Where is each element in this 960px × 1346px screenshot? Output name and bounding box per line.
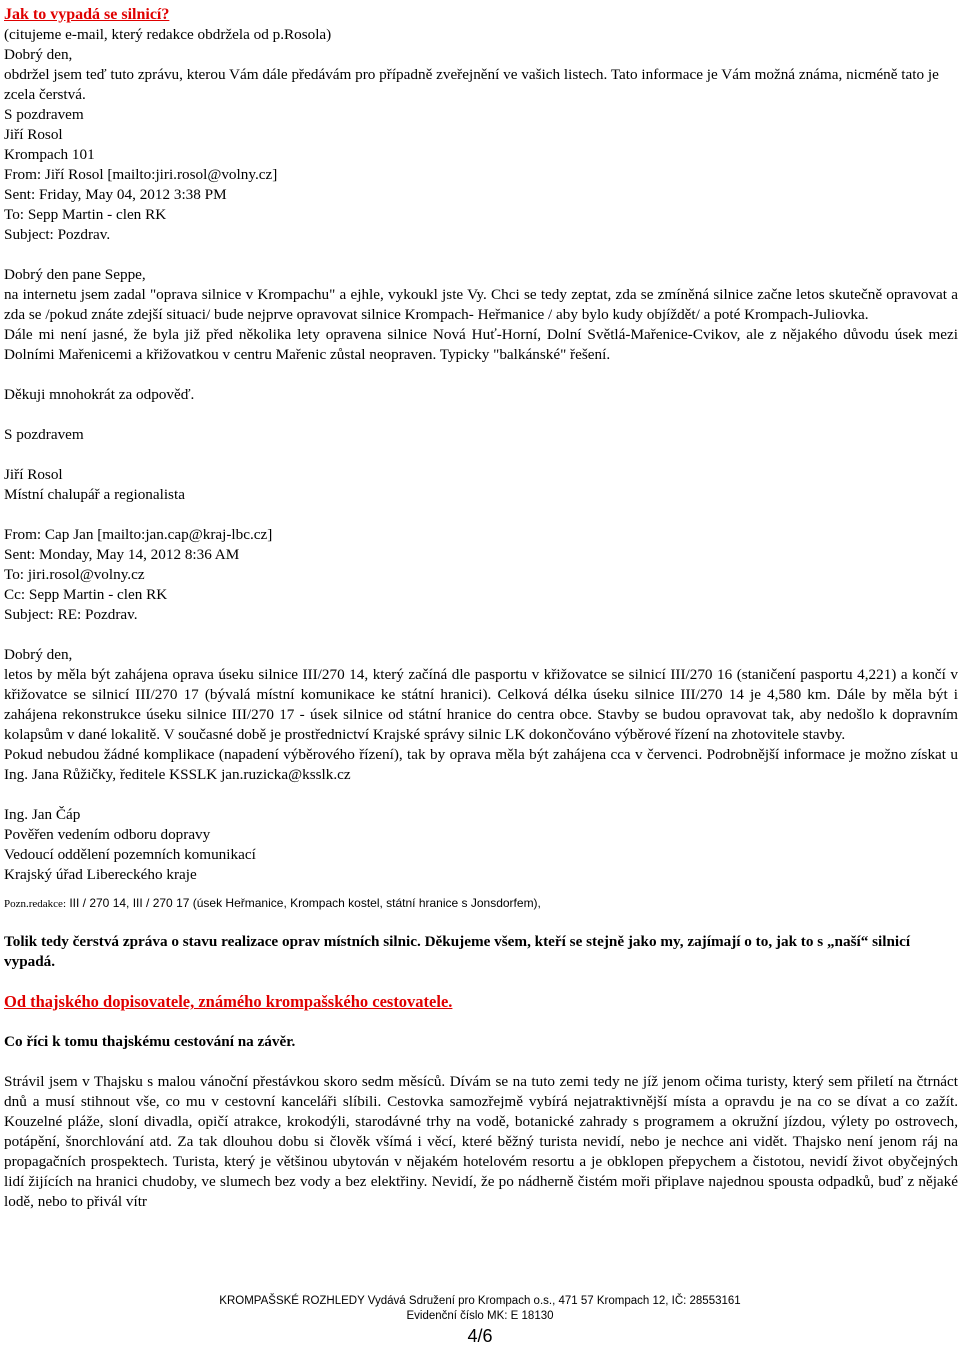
email2-greeting: Dobrý den pane Seppe, (4, 266, 146, 283)
email1-address: Krompach 101 (4, 146, 95, 163)
email3-cc: Cc: Sepp Martin - clen RK (4, 586, 168, 603)
email1-sent: Sent: Friday, May 04, 2012 3:38 PM (4, 186, 227, 203)
closing-paragraph: Tolik tedy čerstvá zpráva o stavu realizace oprav místních silnic. Děkujeme všem, kteří se stejně jako my, zajímají o to, jak to s „naší“ silnicí vypadá. (4, 933, 911, 970)
signature-name: Ing. Jan Čáp (4, 806, 81, 823)
email3-from: From: Cap Jan [mailto:jan.cap@kraj-lbc.cz] (4, 526, 273, 543)
email3-to: To: jiri.rosol@volny.cz (4, 566, 145, 583)
email3-subject: Subject: RE: Pozdrav. (4, 606, 138, 623)
editor-note (4, 895, 958, 912)
footer-registration: Evidenční číslo MK: E 18130 (406, 1310, 554, 1322)
footer-publisher: KROMPAŠSKÉ ROZHLEDY Vydává Sdružení pro Krompach o.s., 471 57 Krompach 12, IČ: 28553161 (219, 1295, 741, 1307)
email1-regards: S pozdravem (4, 106, 84, 123)
page-footer (0, 1294, 960, 1324)
intro-note: (citujeme e-mail, který redakce obdržela od p.Rosola) (4, 26, 332, 43)
email2-para1: na internetu jsem zadal "oprava silnice v Krompachu" a ejhle, vykoukl jste Vy. Chci se tedy zeptat, zda se zmíněná silnice začne letos skutečně opravovat a zda se /pokud znáte zdejší situaci/ bude nejprve opravovat silnice Krompach- Heřmanice / aby bylo kudy objíždět/ a poté Krompach-Juliovka. (4, 286, 958, 323)
email1-subject: Subject: Pozdrav. (4, 226, 111, 243)
editor-note-text: III / 270 14, III / 270 17 (úsek Heřmanice, Krompach kostel, státní hranice s Jonsdorfem), (66, 896, 541, 910)
section-body: Strávil jsem v Thajsku s malou vánoční přestávkou skoro sedm měsíců. Dívám se na tuto zemi tedy ne jíž jenom očima turisty, který sem přiletí na čtrnáct dnů a musí stihnout vše, co mu v cestovní kanceláři slíbili. Cestovka samozřejmě vybírá nejatraktivnější místa a opravdu je na co se dívat a co zažít. Kouzelné pláže, sloní divadla, opičí atrakce, krokodýli, starodávné trhy na vodě, botanické zahrady s programem a okružní jízdou, výlety po ostrovech, potápění, šnorchlování atd. Za tak dlouhou dobu si člověk všímá i věcí, které běžný turista nevidí, nebo je nechce ani vidět. Thajsko není jenom ráj na propagačních prospektech. Turista, který je většinou ubytován v nějakém hotelovém resortu a je obklopen přepychem a čistotou, nevidí život obyčejných lidí žijících na hranici chudoby, ve slumech bez vody a bez elektřiny. Nevidí, že po nádherně čistém moři připlave najednou spousta odpadků, buď z nějaké lodě, nebo to přivál vítr (4, 1073, 958, 1210)
email2-thanks: Děkuji mnohokrát za odpověď. (4, 386, 195, 403)
signature-role: Pověřen vedením odboru dopravy (4, 826, 211, 843)
email1-to: To: Sepp Martin - clen RK (4, 206, 167, 223)
signature-department: Vedoucí oddělení pozemních komunikací (4, 846, 256, 863)
email1-body: obdržel jsem teď tuto zprávu, kterou Vám dále předávám pro případně zveřejnění ve vašich listech. Tato informace je Vám možná známa, nicméně tato je zcela čerstvá. (4, 66, 939, 103)
email3-para2: Pokud nebudou žádné komplikace (napadení výběrového řízení), tak by oprava měla být zahájena cca v červenci. Podrobnější informace je možno získat u Ing. Jana Růžičky, ředitele KSSLK jan.ruzicka@ksslk.cz (4, 746, 958, 783)
email2-regards: S pozdravem (4, 426, 84, 443)
email2-name: Jiří Rosol (4, 466, 63, 483)
email1-from: From: Jiří Rosol [mailto:jiri.rosol@volny.cz] (4, 166, 278, 183)
email2-para2: Dále mi není jasné, že byla již před několika lety opravena silnice Nová Huť-Horní, Dolní Světlá-Mařenice-Cvikov, ale z nějakého důvodu úsek mezi Dolními Mařenicemi a křižovatkou v centru Mařenic zůstal neopraven. Typicky "balkánské" řešení. (4, 326, 958, 363)
page-number: 4/6 (467, 1326, 493, 1346)
email1-greeting: Dobrý den, (4, 46, 73, 63)
email3-para1: letos by měla být zahájena oprava úseku silnice III/270 14, který začíná dle pasportu v křižovatce se silnicí III/270 16 (staničení pasportu 4,221) a končí v křižovatce se silnicí III/270 17 (bývalá místní komunikace ke státní hranici). Celková délka úseku silnice III/270 14 je 4,580 km. Dále by měla být i zahájena rekonstrukce úseku silnice III/270 17 - úsek silnice od státní hranice do centra obce. Stavby se budou opravovat tak, aby nedošlo k dopravním kolapsům v dané lokalitě. V současné době je prostřednictví Krajské správy silnic LK dokončováno výběrové řízení na zhotovitele stavby. (4, 666, 958, 743)
document-page (4, 5, 958, 1212)
editor-note-lead: Pozn.redakce: (4, 898, 66, 910)
section-subtitle: Co říci k tomu thajskému cestování na závěr. (4, 1033, 296, 1050)
email3-sent: Sent: Monday, May 14, 2012 8:36 AM (4, 546, 240, 563)
email3-greeting: Dobrý den, (4, 646, 73, 663)
signature-office: Krajský úřad Libereckého kraje (4, 866, 197, 883)
email2-role: Místní chalupář a regionalista (4, 486, 185, 503)
article-title: Jak to vypadá se silnicí? (4, 6, 170, 23)
section-title: Od thajského dopisovatele, známého krompašského cestovatele. (4, 992, 453, 1011)
email1-name: Jiří Rosol (4, 126, 63, 143)
